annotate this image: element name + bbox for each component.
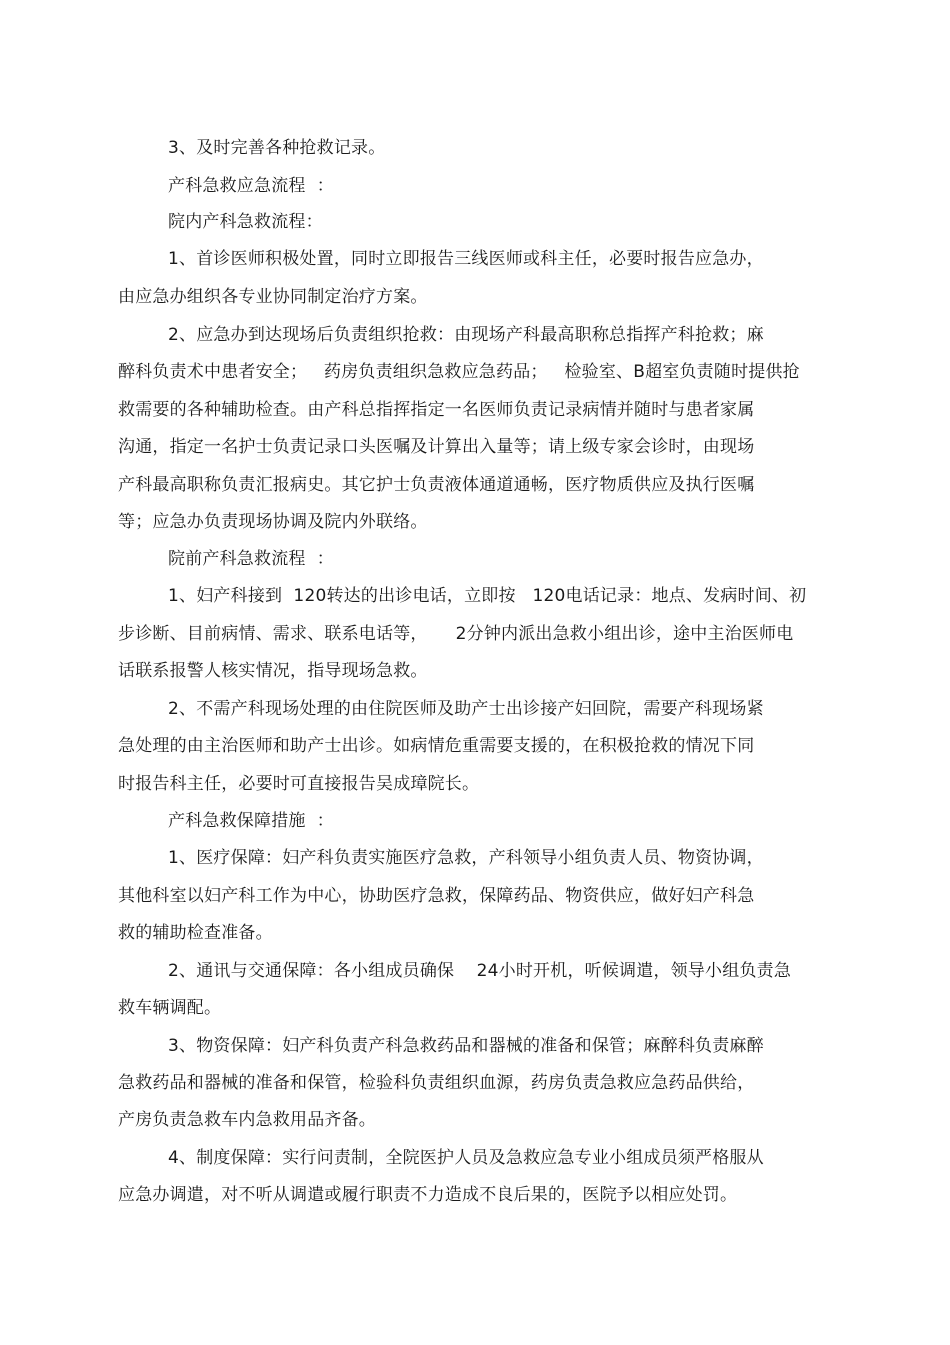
text-line: 救需要的各种辅助检查。由产科总指挥指定一名医师负责记录病情并随时与患者家属	[118, 400, 755, 420]
text-line: 由应急办组织各专业协同制定治疗方案。	[118, 287, 428, 307]
text-line: 等；应急办负责现场协调及院内外联络。	[118, 512, 428, 532]
section-heading: 院内产科急救流程：	[168, 212, 323, 232]
text-line: 2、应急办到达现场后负责组织抢救：由现场产科最高职称总指挥产科抢救；麻	[168, 325, 764, 345]
text-line: 应急办调遣，对不听从调遣或履行职责不力造成不良后果的，医院予以相应处罚。	[118, 1185, 738, 1205]
text-line: 急处理的由主治医师和助产士出诊。如病情危重需要支援的，在积极抢救的情况下同	[118, 736, 755, 756]
text-line: 时报告科主任，必要时可直接报告吴成璋院长。	[118, 774, 480, 794]
text-line: 醉科负责术中患者安全； 药房负责组织急救应急药品； 检验室、B超室负责随时提供抢	[118, 362, 800, 382]
text-line: 2、不需产科现场处理的由住院医师及助产士出诊接产妇回院，需要产科现场紧	[168, 699, 764, 719]
text-line: 救的辅助检查准备。	[118, 923, 273, 943]
text-line: 其他科室以妇产科工作为中心，协助医疗急救，保障药品、物资供应，做好妇产科急	[118, 886, 755, 906]
text-line: 1、首诊医师积极处置，同时立即报告三线医师或科主任，必要时报告应急办，	[168, 249, 764, 269]
text-line: 产科最高职称负责汇报病史。其它护士负责液体通道通畅，医疗物质供应及执行医嘱	[118, 475, 755, 495]
section-heading: 产科急救保障措施 ：	[168, 811, 335, 831]
section-heading: 院前产科急救流程 ：	[168, 549, 335, 569]
text-line: 1、医疗保障：妇产科负责实施医疗急救，产科领导小组负责人员、物资协调，	[168, 848, 764, 868]
text-line: 2、通讯与交通保障：各小组成员确保 24小时开机，听候调遣，领导小组负责急	[168, 961, 792, 981]
text-line: 步诊断、目前病情、需求、联系电话等， 2分钟内派出急救小组出诊，途中主治医师电	[118, 624, 794, 644]
text-line: 急救药品和器械的准备和保管，检验科负责组织血源，药房负责急救应急药品供给，	[118, 1073, 755, 1093]
text-line: 1、妇产科接到 120转达的出诊电话，立即按 120电话记录：地点、发病时间、初	[168, 586, 807, 606]
text-line: 话联系报警人核实情况，指导现场急救。	[118, 661, 428, 681]
text-line: 沟通，指定一名护士负责记录口头医嘱及计算出入量等；请上级专家会诊时，由现场	[118, 437, 755, 457]
text-line: 救车辆调配。	[118, 998, 222, 1018]
text-line: 3、及时完善各种抢救记录。	[168, 138, 386, 158]
section-heading: 产科急救应急流程 ：	[168, 176, 335, 196]
text-line: 4、制度保障：实行问责制，全院医护人员及急救应急专业小组成员须严格服从	[168, 1148, 764, 1168]
text-line: 产房负责急救车内急救用品齐备。	[118, 1110, 376, 1130]
text-line: 3、物资保障：妇产科负责产科急救药品和器械的准备和保管；麻醉科负责麻醉	[168, 1036, 764, 1056]
